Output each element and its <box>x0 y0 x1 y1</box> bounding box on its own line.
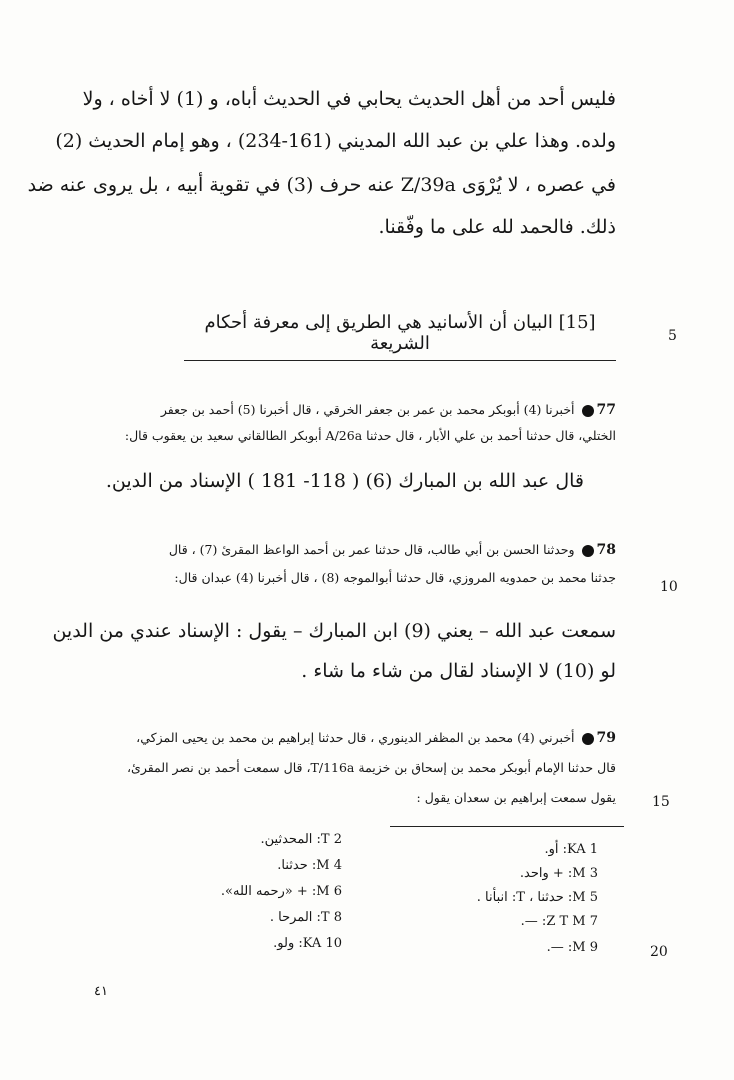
hadith-number-77: 77 <box>596 402 616 418</box>
hadith-79-isnad-text-1: أخبرني (4) محمد بن المظفر الدينوري ، قال حدثنا إبراهيم بن محمد بن يحيى المزكي، <box>136 730 575 745</box>
text-line-1: فليس أحد من أهل الحديث يحابي في الحديث أباه، و (1) لا أخاه ، ولا <box>82 88 616 110</box>
hadith-77-isnad-text-1: أخبرنا (4) أبوبكر محمد بن عمر بن جعفر الخرقي ، قال أخبرنا (5) أحمد بن جعفر <box>160 402 575 417</box>
footnote-8: T 8: المرحا . <box>269 910 342 925</box>
line-number-15: 15 <box>652 794 670 810</box>
hadith-77-quote: قال عبد الله بن المبارك (6) ( 118- 181 ) الإسناد من الدين. <box>105 470 584 492</box>
text-line-4: ذلك. فالحمد لله على ما وفّقنا. <box>378 216 616 238</box>
page-number: ٤١ <box>94 984 108 999</box>
hadith-78-isnad-1 <box>169 542 616 558</box>
footnote-4: M 4: حدثنا. <box>277 858 342 873</box>
hadith-77-isnad-1 <box>161 402 616 418</box>
section-heading: [15] البيان أن الأسانيد هي الطريق إلى معرفة أحكام الشريعة <box>184 312 616 361</box>
bullet-dot-icon <box>582 545 594 557</box>
hadith-78-quote-2: لو (10) لا الإسناد لقال من شاء ما شاء . <box>301 660 616 682</box>
hadith-78-isnad-text-1: وحدثنا الحسن بن أبي طالب، قال حدثنا عمر بن أحمد الواعظ المقرئ (7) ، قال <box>168 542 575 557</box>
footnote-10: KA 10: ولو. <box>273 936 342 951</box>
hadith-79-isnad-2: قال حدثنا الإمام أبوبكر محمد بن إسحاق بن خزيمة T/116a، قال سمعت أحمد بن نصر المقرئ، <box>127 760 616 775</box>
text-line-2: ولده. وهذا علي بن عبد الله المديني (161-234) ، وهو إمام الحديث (2) <box>55 130 616 152</box>
bullet-dot-icon <box>582 405 594 417</box>
line-number-5: 5 <box>668 328 677 344</box>
footnote-6: M 6: + «رحمه الله». <box>220 884 342 899</box>
footnote-5: M 5: حدثنا ، T: انبأنا . <box>476 890 598 905</box>
hadith-number-78: 78 <box>596 542 616 558</box>
footnote-7: Z T M 7: —. <box>520 914 598 929</box>
footnote-1: KA 1: أو. <box>544 842 598 857</box>
hadith-79-isnad-3: يقول سمعت إبراهيم بن سعدان يقول : <box>416 790 616 805</box>
line-number-20: 20 <box>650 944 668 960</box>
hadith-78-quote-1: سمعت عبد الله – يعني (9) ابن المبارك – يقول : الإسناد عندي من الدين <box>52 620 616 642</box>
footnote-separator <box>390 826 624 827</box>
hadith-77-isnad-2: الختلي، قال حدثنا أحمد بن علي الأبار ، قال حدثنا A/26a أبوبكر الطالقاني سعيد بن يعقوب قال: <box>124 428 616 443</box>
footnote-3: M 3: + واحد. <box>519 866 598 881</box>
footnote-9: M 9: —. <box>546 940 598 955</box>
bullet-dot-icon <box>582 733 594 745</box>
hadith-number-79: 79 <box>596 730 616 746</box>
text-line-3: في عصره ، لا يُرْوَى Z/39a عنه حرف (3) في تقوية أبيه ، بل يروى عنه ضد <box>27 174 616 196</box>
line-number-10: 10 <box>660 579 678 595</box>
hadith-78-isnad-2: جدثنا محمد بن حمدويه المروزي، قال حدثنا أبوالموجه (8) ، قال أخبرنا (4) عبدان قال: <box>174 570 616 585</box>
footnote-2: T 2: المحدثين. <box>260 832 342 847</box>
hadith-79-isnad-1 <box>136 730 616 746</box>
